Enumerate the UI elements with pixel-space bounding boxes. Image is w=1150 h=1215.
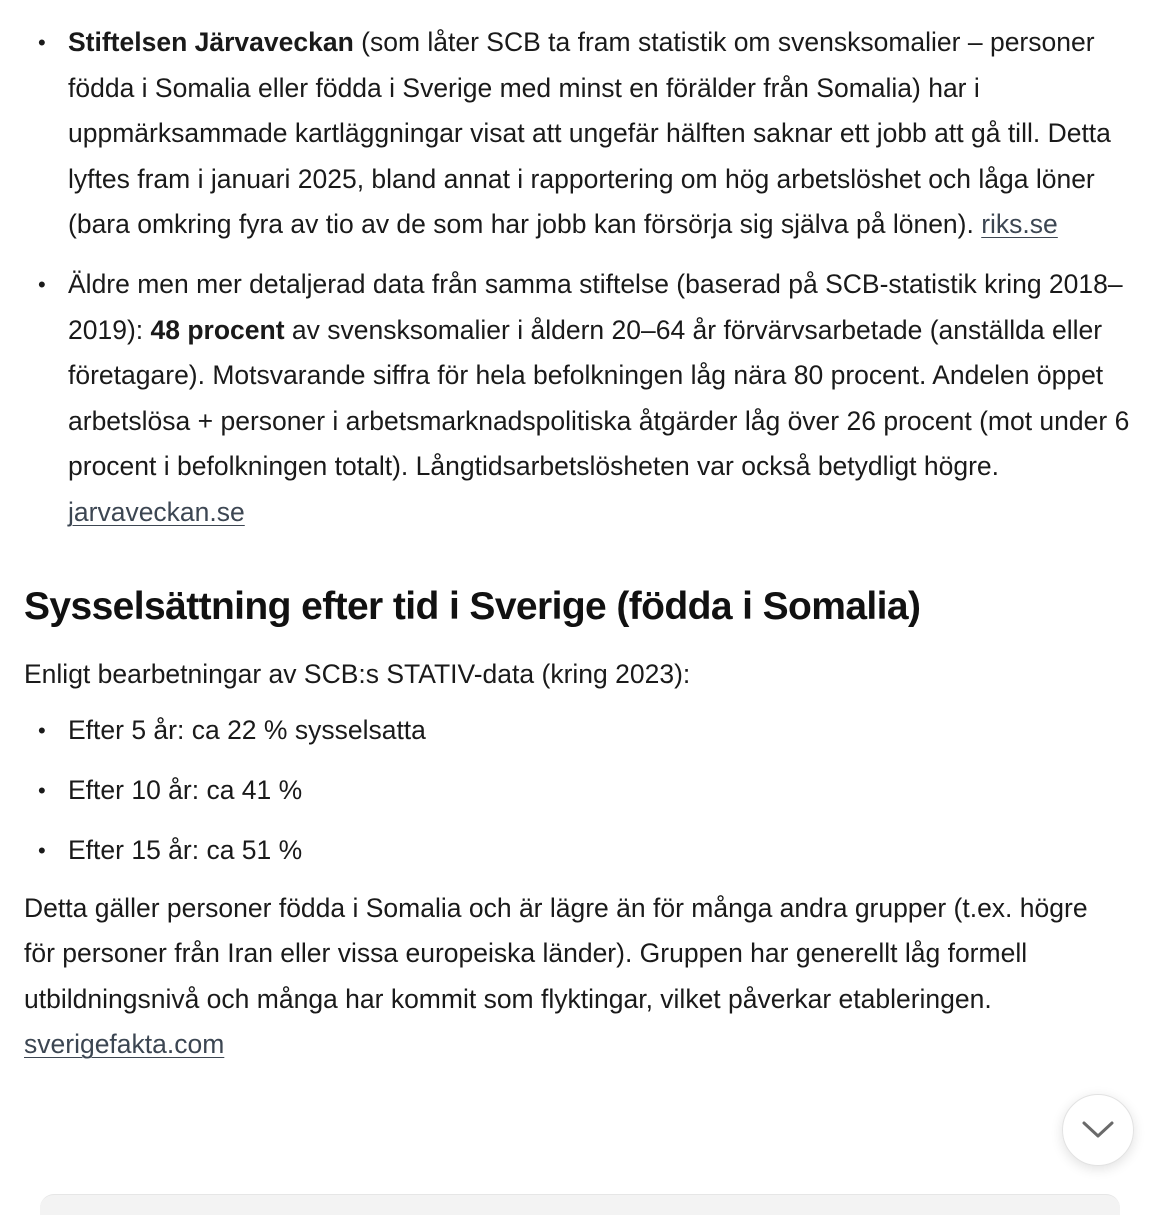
bullet-list-employment-facts — [24, 20, 1140, 536]
list-item — [24, 20, 1140, 248]
list-item-text: Efter 5 år: ca 22 % sysselsatta — [68, 714, 426, 745]
chat-response-content — [24, 20, 1140, 1068]
section-heading: Sysselsättning efter tid i Sverige (födda i Somalia) — [24, 584, 921, 628]
section-paragraph — [24, 886, 1114, 1068]
list-item-text: av svensksomalier i åldern 20–64 år förvärvsarbetade (anställda eller företagare). Motsvarande siffra för hela befolkningen låg nära 80 procent. Andelen öppet arbetslösa + personer i arbetsmarknadspolitiska åtgärder låg över 26 procent (mot under 6 procent i befolkningen totalt). Långtidsarbetslösheten var också betydligt högre. — [68, 314, 1130, 482]
list-item-text: Efter 15 år: ca 51 % — [68, 834, 303, 865]
bold-text: Stiftelsen Järvaveckan — [68, 27, 354, 57]
bullet-dot: • — [38, 271, 46, 297]
paragraph-text: Detta gäller personer födda i Somalia och är lägre än för många andra grupper (t.ex. högre för personer från Iran eller vissa europeiska länder). Gruppen har generellt låg formell utbildningsnivå och många har kommit som flyktingar, vilket påverkar etableringen. — [24, 892, 1088, 1014]
source-link-jarvaveckan[interactable]: jarvaveckan.se — [68, 496, 245, 527]
bullet-dot: • — [38, 30, 46, 55]
source-link-riks[interactable]: riks.se — [981, 209, 1058, 240]
list-item — [24, 768, 1140, 812]
list-item-text: Äldre men mer detaljerad data från samma stiftelse (baserad på SCB-statistik kring 2018–2019): — [68, 268, 1123, 345]
scroll-down-button[interactable] — [1062, 1094, 1134, 1166]
bold-text: 48 procent — [150, 314, 285, 345]
bullet-list-employment-by-time — [24, 708, 1140, 872]
chevron-down-icon — [1081, 1120, 1115, 1140]
bullet-dot: • — [38, 717, 46, 743]
section-intro: Enligt bearbetningar av SCB:s STATIV-data (kring 2023): — [24, 658, 691, 689]
list-item-text: (som låter SCB ta fram statistik om svensksomalier – personer födda i Somalia eller födda i Sverige med minst en förälder från Somalia) har i uppmärksammade kartläggningar visat att ungefär hälften saknar ett jobb att gå till. Detta lyftes fram i januari 2025, bland annat i rapportering om hög arbetslöshet och låga löner (bara omkring fyra av tio av de som har jobb kan försörja sig själva på lönen). — [68, 27, 1111, 240]
bullet-dot: • — [38, 777, 46, 803]
list-item — [24, 708, 1140, 752]
bullet-dot: • — [38, 837, 46, 863]
source-link-sverigefakta[interactable]: sverigefakta.com — [24, 1029, 225, 1060]
list-item — [24, 828, 1140, 872]
list-item — [24, 262, 1140, 536]
composer-edge — [40, 1194, 1120, 1215]
list-item-text: Efter 10 år: ca 41 % — [68, 774, 303, 805]
